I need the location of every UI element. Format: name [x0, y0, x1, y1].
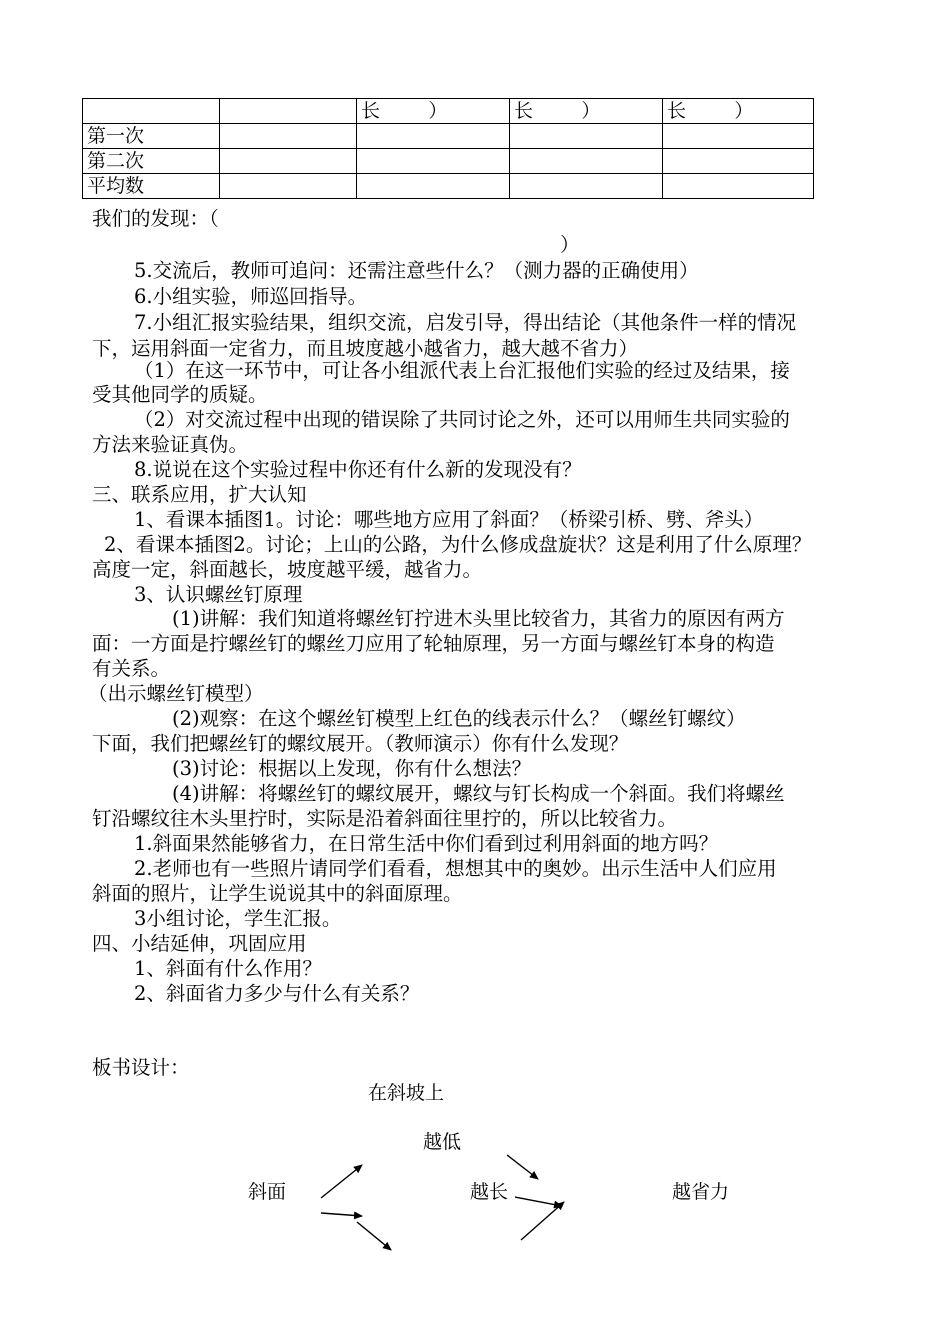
board-title: 在斜坡上: [368, 1082, 445, 1104]
paragraph-line: 钉沿螺纹往木头里拧时，实际是沿着斜面往里拧的，所以比较省力。: [92, 807, 678, 830]
paragraph-line: (3)讨论：根据以上发现，你有什么想法？: [172, 757, 532, 780]
paragraph-line: 8.说说在这个实验过程中你还有什么新的发现没有？: [134, 458, 582, 481]
arrow-from-low: [507, 1155, 538, 1179]
paragraph-line: （1）在这一环节中，可让各小组派代表上台汇报他们实验的经过及结果，接: [134, 359, 790, 382]
paragraph-line: 斜面的照片，让学生说说其中的斜面原理。: [92, 882, 463, 905]
board-word-slope: 斜面: [248, 1181, 287, 1203]
paragraph-line: 1.斜面果然能够省力，在日常生活中你们看到过利用斜面的地方吗？: [134, 832, 719, 855]
section-heading: 四、小结延伸，巩固应用: [92, 932, 307, 955]
arrow-right-from-slope: [321, 1213, 362, 1216]
paragraph-line: 2.老师也有一些照片请同学们看看，想想其中的奥妙。出示生活中人们应用: [134, 857, 777, 880]
paragraph-line: 1、看课本插图1。讨论：哪些地方应用了斜面？（桥梁引桥、劈、斧头）: [134, 508, 764, 531]
arrow-up-to-result: [521, 1202, 564, 1240]
table-cell: 第一次: [83, 124, 220, 149]
paragraph-line: 7.小组汇报实验结果，组织交流，启发引导，得出结论（其他条件一样的情况: [134, 311, 797, 334]
paragraph-line: 方法来验证真伪。: [92, 433, 249, 456]
paragraph-line: 6.小组实验，师巡回指导。: [134, 285, 368, 308]
paragraph-line: 有关系。: [92, 657, 171, 680]
paragraph-line: 高度一定，斜面越长，坡度越平缓，越省力。: [92, 558, 483, 581]
board-word-long: 越长: [470, 1181, 509, 1203]
paragraph-line: (1)讲解：我们知道将螺丝钉拧进木头里比较省力，其省力的原因有两方: [172, 607, 785, 630]
discovery-label: 我们的发现：（: [92, 207, 219, 230]
paragraph-line: 3、认识螺丝钉原理: [134, 583, 303, 606]
paragraph-line: 下，运用斜面一定省力，而且坡度越小越省力，越大越不省力）: [92, 337, 639, 360]
paragraph-line: 面：一方面是拧螺丝钉的螺丝刀应用了轮轴原理，另一方面与螺丝钉本身的构造: [92, 632, 775, 655]
paragraph-line: 2、斜面省力多少与什么有关系？: [134, 982, 420, 1005]
board-word-result: 越省力: [672, 1181, 730, 1203]
paragraph-line: 5.交流后，教师可追问：还需注意些什么？（测力器的正确使用）: [134, 259, 699, 282]
table-cell: 长 ）: [510, 99, 663, 124]
paragraph-line: 2、看课本插图2。讨论；上山的公路，为什么修成盘旋状？这是利用了什么原理？: [104, 533, 812, 556]
board-design-label: 板书设计：: [92, 1056, 190, 1079]
paragraph-line: 下面，我们把螺丝钉的螺纹展开。（教师演示）你有什么发现？: [92, 732, 629, 755]
arrow-down-from-slope: [357, 1222, 391, 1250]
paragraph-line: (4)讲解：将螺丝钉的螺纹展开，螺纹与钉长构成一个斜面。我们将螺丝: [172, 782, 785, 805]
discovery-close: ）: [560, 233, 580, 256]
paragraph-line: （出示螺丝钉模型）: [88, 682, 264, 705]
paragraph-line: 受其他同学的质疑。: [92, 383, 268, 406]
paragraph-line: 3小组讨论，学生汇报。: [134, 907, 342, 930]
paragraph-line: (2)观察：在这个螺丝钉模型上红色的线表示什么？（螺丝钉螺纹）: [172, 707, 746, 730]
paragraph-line: （2）对交流过程中出现的错误除了共同讨论之外，还可以用师生共同实验的: [134, 408, 790, 431]
table-cell: 长 ）: [357, 99, 510, 124]
table-cell: 平均数: [83, 174, 220, 199]
table-cell: 长 ）: [663, 99, 814, 124]
arrow-from-long: [515, 1197, 562, 1206]
table-cell: 第二次: [83, 149, 220, 174]
board-word-low: 越低: [423, 1131, 462, 1153]
arrow-up-from-slope: [321, 1165, 362, 1198]
paragraph-line: 1、斜面有什么作用？: [134, 957, 322, 980]
section-heading: 三、联系应用，扩大认知: [92, 483, 307, 506]
